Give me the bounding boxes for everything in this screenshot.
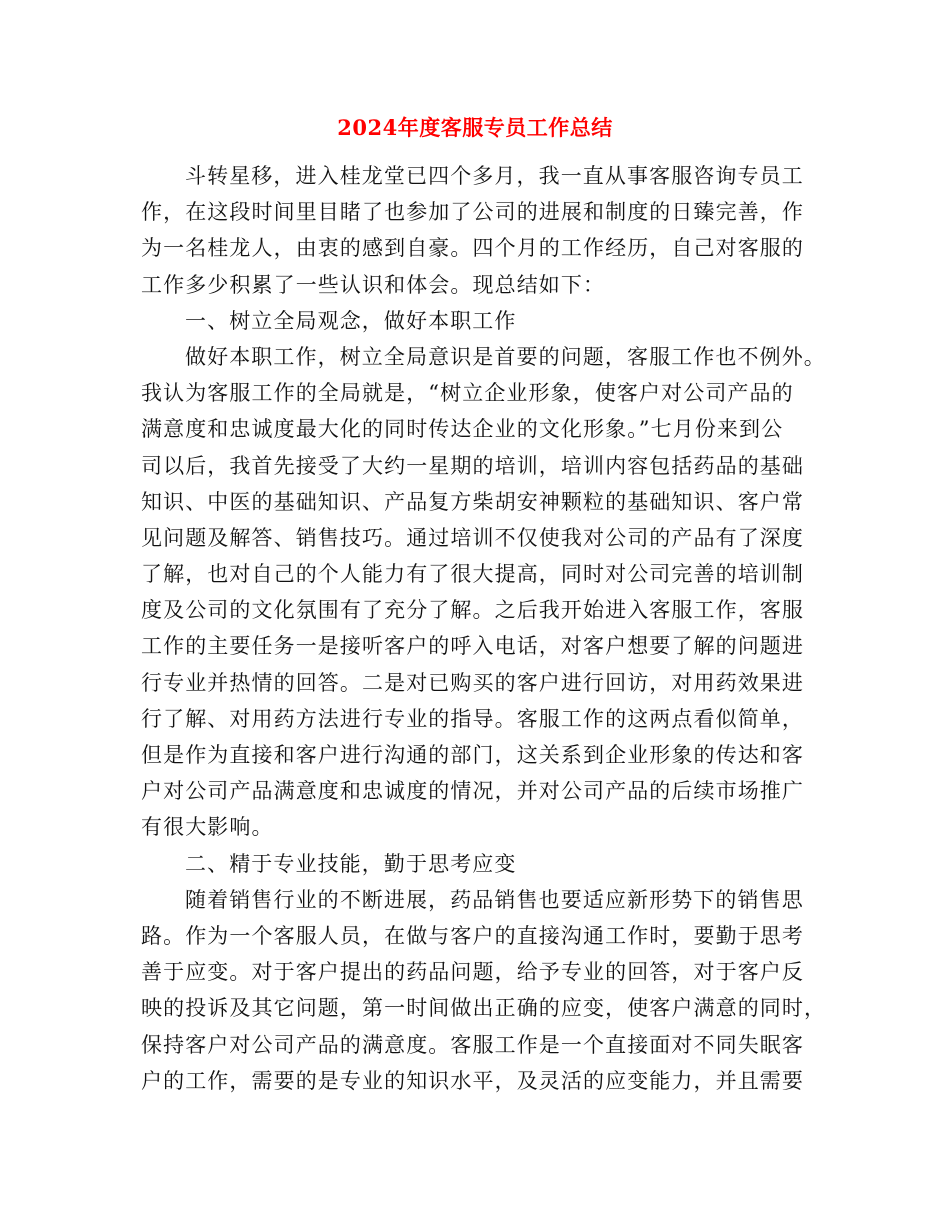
body-line: 善于应变。对于客户提出的药品问题，给予专业的回答，对于客户反: [141, 960, 804, 985]
body-line: 行了解、对用药方法进行专业的指导。客服工作的这两点看似简单，: [141, 706, 804, 731]
body-line: 二、精于专业技能，勤于思考应变: [185, 851, 517, 876]
body-line: 户对公司产品满意度和忠诚度的情况，并对公司产品的后续市场推广: [141, 779, 804, 804]
body-line: 保持客户对公司产品的满意度。客服工作是一个直接面对不同失眠客: [141, 1032, 804, 1057]
body-line: 行专业并热情的回答。二是对已购买的客户进行回访，对用药效果进: [141, 670, 804, 695]
body-line: 户的工作，需要的是专业的知识水平，及灵活的应变能力，并且需要: [141, 1068, 804, 1093]
body-line: 见问题及解答、销售技巧。通过培训不仅使我对公司的产品有了深度: [141, 525, 804, 550]
body-line: 工作多少积累了一些认识和体会。现总结如下：: [141, 272, 606, 297]
body-line: 为一名桂龙人，由衷的感到自豪。四个月的工作经历，自己对客服的: [141, 236, 804, 261]
body-line: 路。作为一个客服人员，在做与客户的直接沟通工作时，要勤于思考: [141, 923, 804, 948]
body-line: 做好本职工作，树立全局意识是首要的问题，客服工作也不例外。: [185, 344, 826, 369]
body-line: 映的投诉及其它问题，第一时间做出正确的应变，使客户满意的同时，: [141, 996, 827, 1021]
body-line: 满意度和忠诚度最大化的同时传达企业的文化形象。”七月份来到公: [141, 417, 784, 442]
document-body: [141, 158, 827, 1099]
body-line: 有很大影响。: [141, 815, 274, 840]
body-line: 度及公司的文化氛围有了充分了解。之后我开始进入客服工作，客服: [141, 598, 804, 623]
body-line: 斗转星移，进入桂龙堂已四个多月，我一直从事客服咨询专员工: [185, 164, 804, 188]
body-line: 一、树立全局观念，做好本职工作: [185, 308, 517, 333]
body-line: 工作的主要任务一是接听客户的呼入电话，对客户想要了解的问题进: [141, 634, 804, 659]
body-line: 知识、中医的基础知识、产品复方柴胡安神颗粒的基础知识、客户常: [141, 489, 804, 514]
body-line: 随着销售行业的不断进展，药品销售也要适应新形势下的销售思: [185, 887, 804, 912]
document-title: 2024年度客服专员工作总结: [337, 115, 613, 140]
body-line: 我认为客服工作的全局就是，“树立企业形象，使客户对公司产品的: [141, 381, 794, 406]
body-line: 司以后，我首先接受了大约一星期的培训，培训内容包括药品的基础: [141, 453, 804, 478]
body-line: 但是作为直接和客户进行沟通的部门，这关系到企业形象的传达和客: [141, 743, 804, 767]
body-line: 作，在这段时间里目睹了也参加了公司的进展和制度的日臻完善，作: [141, 200, 804, 225]
body-line: 了解，也对自己的个人能力有了很大提高，同时对公司完善的培训制: [141, 562, 804, 587]
